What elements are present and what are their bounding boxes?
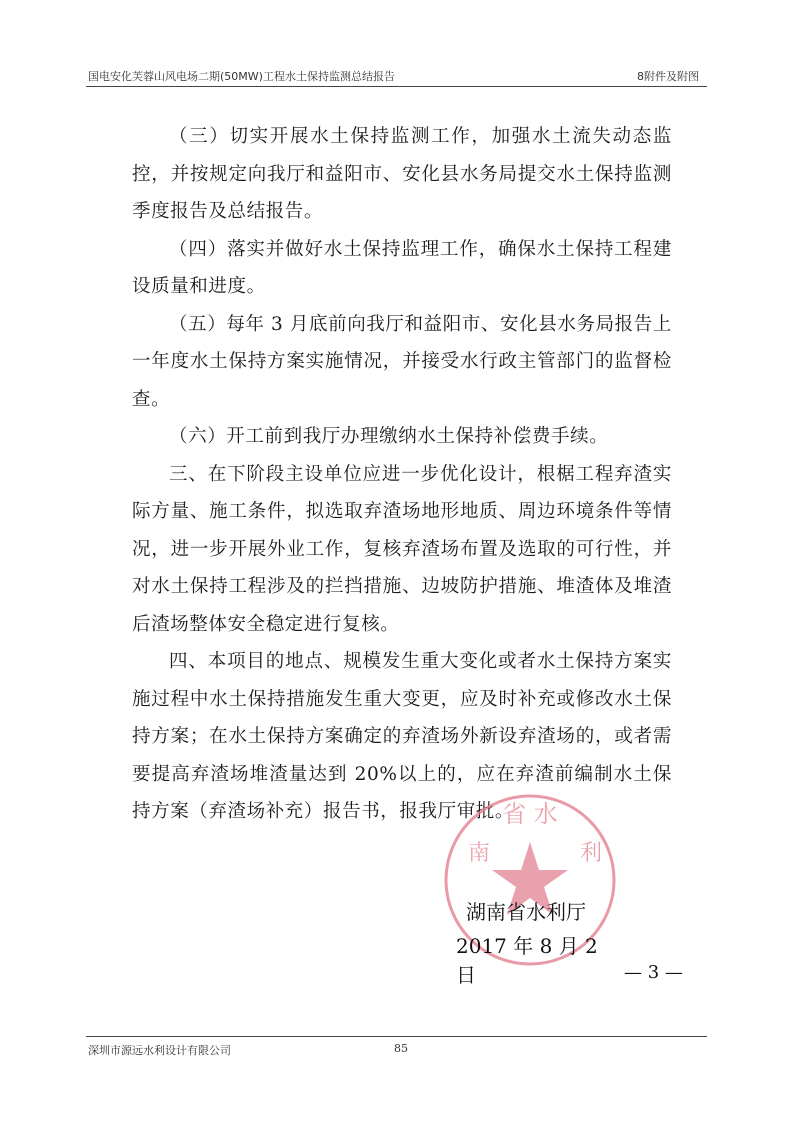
header-title: 国电安化芙蓉山风电场二期(50MW)工程水土保持监测总结报告 [88,70,395,83]
paragraph-3: （三）切实开展水土保持监测工作，加强水土流失动态监控，并按规定向我厅和益阳市、安化县水务局提交水土保持监测季度报告及总结报告。 [132,126,672,222]
header-section: 8附件及附图 [637,70,699,83]
footer-company: 深圳市源远水利设计有限公司 [88,1044,231,1057]
signature-date: 2017 年 8 月 2 日 [456,934,598,987]
footer-page-number: 85 [394,1042,408,1055]
section-four: 四、本项目的地点、规模发生重大变化或者水土保持方案实施过程中水土保持措施发生重大变更，应及时补充或修改水土保持方案；在水土保持方案确定的弃渣场外新设弃渣场的，或者需要提高弃渣场堆渣量达到 20%以上的，应在弃渣前编制水土保持方案（弃渣场补充）报告书，报我厅审批。 [132,651,672,822]
document-body [132,118,672,831]
header-divider [86,86,707,87]
section-three: 三、在下阶段主设单位应进一步优化设计，根椐工程弃渣实际方量、施工条件，拟选取弃渣场地形地质、周边环境条件等情况，进一步开展外业工作，复核弃渣场布置及选取的可行性，并对水土保持工程涉及的拦挡措施、边坡防护措施、堆渣体及堆渣后渣场整体安全稳定进行复核。 [132,463,672,635]
paragraph-5: （五）每年 3 月底前向我厅和益阳市、安化县水务局报告上一年度水土保持方案实施情况，并接受水行政主管部门的监督检查。 [132,313,672,410]
document-page-marker: — 3 — [624,962,683,983]
svg-text:省 水: 省 水 [502,800,558,828]
paragraph-6: （六）开工前到我厅办理缴纳水土保持补偿费手续。 [169,426,609,447]
svg-text:利: 利 [580,841,603,866]
svg-text:南: 南 [468,841,491,866]
footer-divider [86,1036,707,1037]
signature-organization: 湖南省水利厅 [466,900,586,924]
paragraph-4: （四）落实并做好水土保持监理工作，确保水土保持工程建设质量和进度。 [132,238,672,297]
